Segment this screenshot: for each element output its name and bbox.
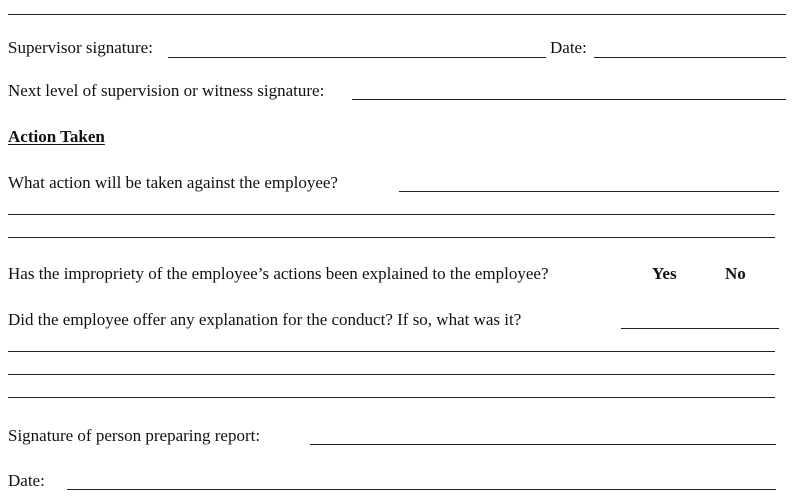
explanation-answer-line-4[interactable] — [8, 397, 775, 398]
preparer-date-field[interactable] — [67, 489, 776, 490]
action-question-label: What action will be taken against the employee? — [8, 173, 338, 192]
preparer-signature-label: Signature of person preparing report: — [8, 426, 261, 445]
top-rule — [8, 14, 786, 15]
impropriety-no-option[interactable]: No — [725, 264, 746, 283]
explanation-answer-field[interactable] — [621, 328, 779, 329]
next-level-signature-label: Next level of supervision or witness signature: — [8, 81, 325, 100]
supervisor-signature-field[interactable] — [168, 57, 546, 58]
action-answer-line-3[interactable] — [8, 237, 775, 238]
action-taken-heading: Action Taken — [8, 127, 105, 146]
explanation-answer-line-2[interactable] — [8, 351, 775, 352]
preparer-signature-field[interactable] — [310, 444, 776, 445]
explanation-question-label: Did the employee offer any explanation for the conduct? If so, what was it? — [8, 310, 522, 329]
action-answer-field[interactable] — [399, 191, 779, 192]
preparer-date-label: Date: — [8, 471, 45, 490]
impropriety-question-label: Has the impropriety of the employee’s actions been explained to the employee? — [8, 264, 549, 283]
supervisor-signature-label: Supervisor signature: — [8, 38, 153, 57]
impropriety-yes-option[interactable]: Yes — [652, 264, 677, 283]
supervisor-date-label: Date: — [550, 38, 587, 57]
action-answer-line-2[interactable] — [8, 214, 775, 215]
next-level-signature-field[interactable] — [352, 99, 786, 100]
explanation-answer-line-3[interactable] — [8, 374, 775, 375]
supervisor-date-field[interactable] — [594, 57, 786, 58]
